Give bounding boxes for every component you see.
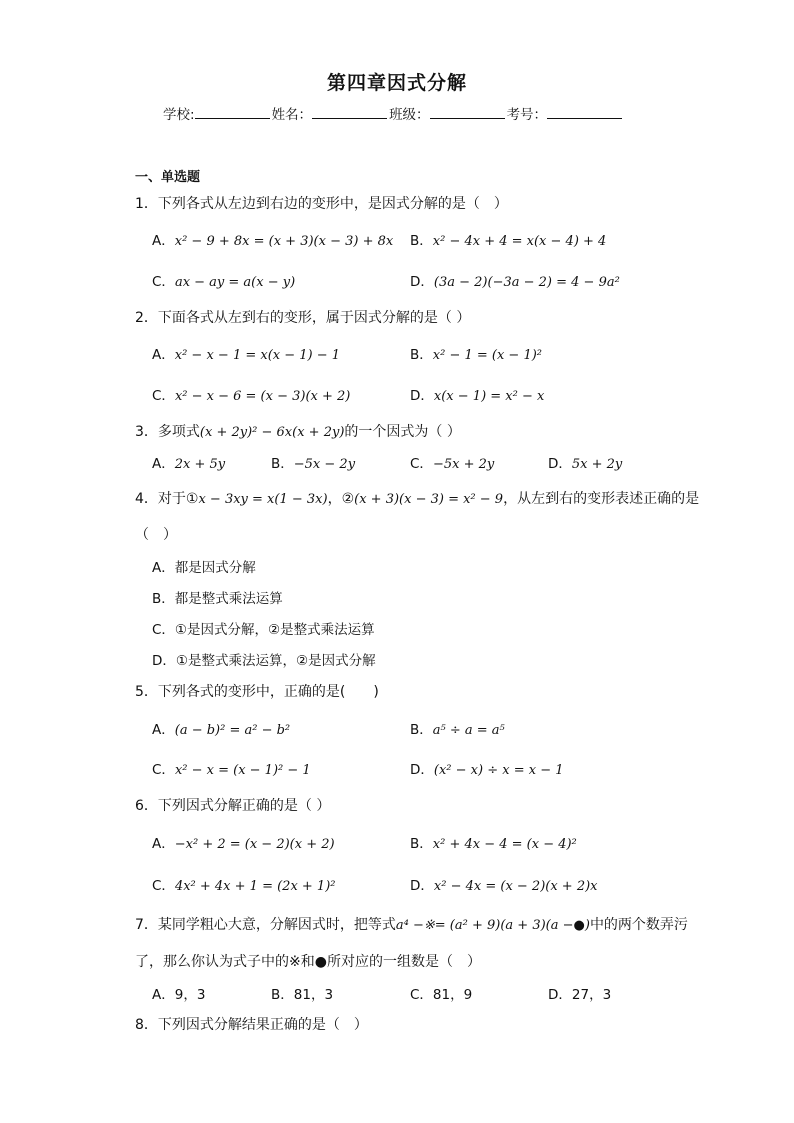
- option-math: (a − b)² = a² − b²: [174, 723, 291, 738]
- option-label: C．: [152, 388, 175, 404]
- q2-option-a[interactable]: [152, 343, 340, 363]
- option-label: D．: [410, 388, 434, 404]
- option-math: 4x² + 4x + 1 = (2x + 1)²: [174, 879, 336, 894]
- option-label: A．: [152, 722, 175, 738]
- stem-math: (x + 2y)² − 6x(x + 2y): [199, 425, 345, 440]
- option-math: (3a − 2)(−3a − 2) = 4 − 9a²: [433, 275, 620, 290]
- q6-option-b[interactable]: [410, 832, 577, 852]
- option-label: B．: [410, 722, 433, 738]
- question-3-stem: [135, 421, 461, 441]
- option-label: C．: [152, 762, 175, 778]
- name-blank[interactable]: [312, 104, 387, 119]
- option-label: D．: [548, 456, 572, 472]
- q5-option-b[interactable]: [410, 718, 505, 738]
- option-label: B．: [271, 456, 294, 472]
- stem-text: 3．多项式: [135, 424, 200, 440]
- question-1-stem: 1．下列各式从左边到右边的变形中，是因式分解的是（ ）: [135, 196, 508, 212]
- q6-option-a[interactable]: [152, 832, 335, 852]
- q7-option-c[interactable]: C．81，9: [410, 987, 473, 1003]
- question-4-stem-line2: （ ）: [135, 527, 177, 543]
- q3-option-a[interactable]: [152, 452, 225, 472]
- question-6-stem: 6．下列因式分解正确的是（ ）: [135, 798, 331, 814]
- q4-option-a[interactable]: A．都是因式分解: [152, 560, 256, 576]
- stem-text: ，②: [327, 491, 355, 507]
- option-math: 5x + 2y: [571, 457, 623, 472]
- q3-option-c[interactable]: [410, 452, 494, 472]
- option-math: −5x − 2y: [293, 457, 356, 472]
- question-8-stem: 8．下列因式分解结果正确的是（ ）: [135, 1017, 368, 1033]
- option-math: x² − x = (x − 1)² − 1: [174, 763, 311, 778]
- question-7-stem: [135, 914, 688, 934]
- name-label: 姓名：: [271, 107, 313, 123]
- option-label: C．: [152, 878, 175, 894]
- option-math: x² − x − 1 = x(x − 1) − 1: [174, 348, 341, 363]
- option-label: B．: [410, 347, 433, 363]
- option-math: (x² − x) ÷ x = x − 1: [433, 763, 564, 778]
- class-label: 班级：: [389, 107, 430, 123]
- q7-option-b[interactable]: B．81，3: [271, 987, 334, 1003]
- option-label: D．: [410, 274, 434, 290]
- option-math: 2x + 5y: [174, 457, 226, 472]
- q6-option-d[interactable]: [410, 874, 598, 894]
- option-math: x² − x − 6 = (x − 3)(x + 2): [174, 389, 351, 404]
- q5-option-d[interactable]: [410, 758, 564, 778]
- option-label: A．: [152, 836, 175, 852]
- option-label: D．: [410, 878, 434, 894]
- class-blank[interactable]: [430, 104, 505, 119]
- stem-text: 7．某同学粗心大意，分解因式时，把等式: [135, 917, 396, 933]
- question-7-stem-line2: 了，那么你认为式子中的※和●所对应的一组数是（ ）: [135, 954, 481, 970]
- stem-text: ，从左到右的变形表述正确的是: [503, 491, 700, 507]
- option-math: −x² + 2 = (x − 2)(x + 2): [174, 837, 335, 852]
- q2-option-b[interactable]: [410, 343, 542, 363]
- option-math: −5x + 2y: [432, 457, 495, 472]
- q7-option-d[interactable]: D．27，3: [548, 987, 612, 1003]
- option-label: C．: [410, 456, 433, 472]
- student-info-line: [163, 103, 624, 123]
- option-label: A．: [152, 347, 175, 363]
- question-5-stem: 5．下列各式的变形中，正确的是( ): [135, 684, 379, 700]
- q2-option-d[interactable]: [410, 384, 544, 404]
- stem-text: 的一个因式为（ ）: [344, 424, 461, 440]
- stem-text: 中的两个数弄污: [589, 917, 688, 933]
- option-math: x² − 4x = (x − 2)(x + 2)x: [433, 879, 598, 894]
- q1-option-c[interactable]: [152, 270, 295, 290]
- stem-math: (x + 3)(x − 3) = x² − 9: [354, 492, 504, 507]
- option-math: ax − ay = a(x − y): [174, 275, 296, 290]
- question-4-stem: [135, 488, 699, 508]
- q1-option-b[interactable]: [410, 229, 606, 249]
- option-label: C．: [152, 274, 175, 290]
- q5-option-c[interactable]: [152, 758, 311, 778]
- option-label: B．: [410, 836, 433, 852]
- q6-option-c[interactable]: [152, 874, 335, 894]
- q4-option-c[interactable]: C．①是因式分解，②是整式乘法运算: [152, 622, 375, 638]
- stem-text: 4．对于①: [135, 491, 199, 507]
- option-label: A．: [152, 456, 175, 472]
- q7-option-a[interactable]: A．9，3: [152, 987, 206, 1003]
- page-title: 第四章因式分解: [326, 72, 467, 94]
- q1-option-a[interactable]: [152, 229, 393, 249]
- option-label: B．: [410, 233, 433, 249]
- school-label: 学校:: [163, 107, 195, 123]
- section-heading: 一、单选题: [135, 170, 201, 185]
- q2-option-c[interactable]: [152, 384, 350, 404]
- q5-option-a[interactable]: [152, 718, 290, 738]
- option-label: A．: [152, 233, 175, 249]
- number-label: 考号：: [506, 107, 548, 123]
- stem-math: x − 3xy = x(1 − 3x): [198, 492, 328, 507]
- option-math: x² − 9 + 8x = (x + 3)(x − 3) + 8x: [174, 234, 394, 249]
- q3-option-b[interactable]: [271, 452, 355, 472]
- option-math: a⁵ ÷ a = a⁵: [432, 723, 505, 738]
- q1-option-d[interactable]: [410, 270, 620, 290]
- option-math: x² + 4x − 4 = (x − 4)²: [432, 837, 577, 852]
- q3-option-d[interactable]: [548, 452, 622, 472]
- stem-math: a⁴ −※= (a² + 9)(a + 3)(a −●): [395, 918, 590, 933]
- school-blank[interactable]: [195, 104, 270, 119]
- question-2-stem: 2．下面各式从左到右的变形，属于因式分解的是（ ）: [135, 310, 471, 326]
- option-math: x² − 1 = (x − 1)²: [432, 348, 543, 363]
- option-label: D．: [410, 762, 434, 778]
- q4-option-b[interactable]: B．都是整式乘法运算: [152, 591, 283, 607]
- option-math: x(x − 1) = x² − x: [433, 389, 545, 404]
- number-blank[interactable]: [547, 104, 622, 119]
- option-math: x² − 4x + 4 = x(x − 4) + 4: [432, 234, 607, 249]
- q4-option-d[interactable]: D．①是整式乘法运算，②是因式分解: [152, 653, 376, 669]
